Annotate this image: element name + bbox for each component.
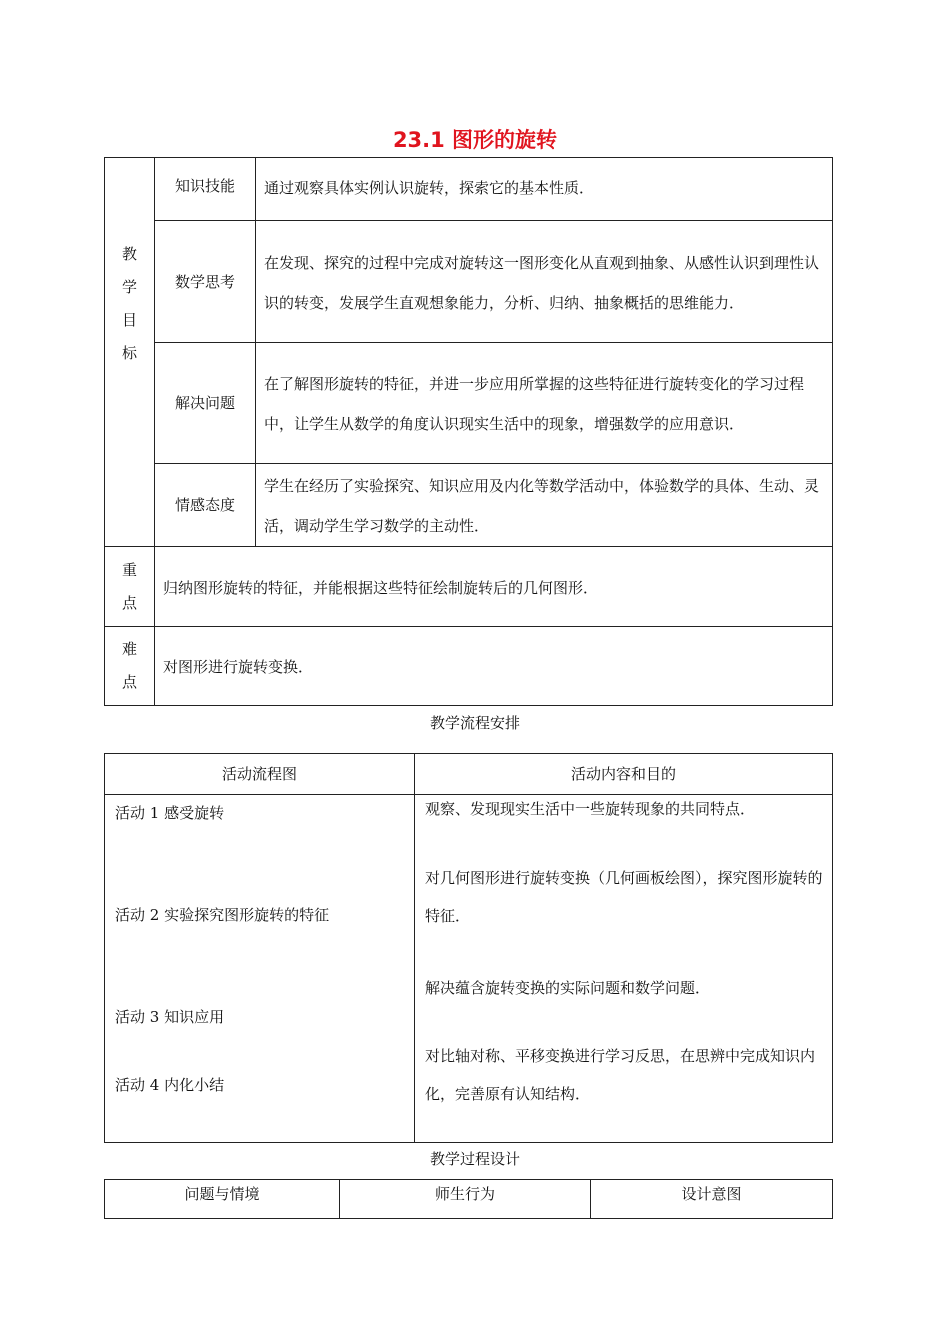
activity-item: 活动 4 内化小结 — [115, 1076, 225, 1094]
objectives-table — [104, 157, 833, 706]
content-item: 对几何图形进行旋转变换（几何画板绘图），探究图形旋转的特征． — [425, 869, 823, 925]
content-item: 观察、发现现实生活中一些旋转现象的共同特点． — [425, 800, 756, 818]
objectives-label-char: 学 — [121, 278, 137, 296]
objective-label: 情感态度 — [155, 464, 256, 547]
activity-item: 活动 1 感受旋转 — [115, 804, 225, 822]
flow-header: 活动流程图 — [105, 754, 415, 795]
objectives-label-char: 目 — [121, 311, 137, 329]
process-table — [104, 1179, 833, 1219]
objective-text: 在了解图形旋转的特征，并进一步应用所掌握的这些特征进行旋转变化的学习过程中，让学生从数学的角度认识现实生活中的现象，增强数学的应用意识． — [256, 343, 833, 464]
objectives-label-char: 标 — [121, 344, 137, 362]
key-point-label — [105, 547, 155, 627]
flow-section-title: 教学流程安排 — [429, 714, 520, 732]
objective-label: 数学思考 — [155, 221, 256, 343]
activity-item: 活动 2 实验探究图形旋转的特征 — [115, 906, 330, 924]
flow-contents — [415, 795, 833, 1143]
process-header: 师生行为 — [340, 1180, 591, 1219]
flow-header: 活动内容和目的 — [415, 754, 833, 795]
objective-label: 解决问题 — [155, 343, 256, 464]
difficulty-label-char: 难 — [121, 640, 137, 658]
difficulty-label-char: 点 — [121, 673, 137, 691]
objective-text: 在发现、探究的过程中完成对旋转这一图形变化从直观到抽象、从感性认识到理性认识的转变，发展学生直观想象能力，分析、归纳、抽象概括的思维能力． — [256, 221, 833, 343]
flow-activities — [105, 795, 415, 1143]
difficulty-label — [105, 627, 155, 706]
key-point-text: 归纳图形旋转的特征，并能根据这些特征绘制旋转后的几何图形． — [155, 547, 833, 627]
objective-text: 学生在经历了实验探究、知识应用及内化等数学活动中，体验数学的具体、生动、灵活，调动学生学习数学的主动性． — [256, 464, 833, 547]
objective-label: 知识技能 — [155, 158, 256, 221]
flow-table — [104, 753, 833, 1143]
content-item: 对比轴对称、平移变换进行学习反思，在思辨中完成知识内化，完善原有认知结构． — [425, 1047, 816, 1103]
key-point-label-char: 重 — [121, 560, 137, 579]
objective-text: 通过观察具体实例认识旋转，探索它的基本性质． — [256, 158, 833, 221]
process-section-title: 教学过程设计 — [429, 1150, 520, 1168]
content-item: 解决蕴含旋转变换的实际问题和数学问题． — [425, 979, 711, 997]
difficulty-text: 对图形进行旋转变换． — [155, 627, 833, 706]
activity-item: 活动 3 知识应用 — [115, 1008, 225, 1026]
page-title: 23.1 图形的旋转 — [392, 128, 558, 152]
key-point-label-char: 点 — [121, 593, 137, 612]
process-header: 设计意图 — [591, 1180, 833, 1219]
process-header: 问题与情境 — [105, 1180, 340, 1219]
objectives-label-char: 教 — [121, 245, 137, 263]
objectives-label — [105, 158, 155, 547]
